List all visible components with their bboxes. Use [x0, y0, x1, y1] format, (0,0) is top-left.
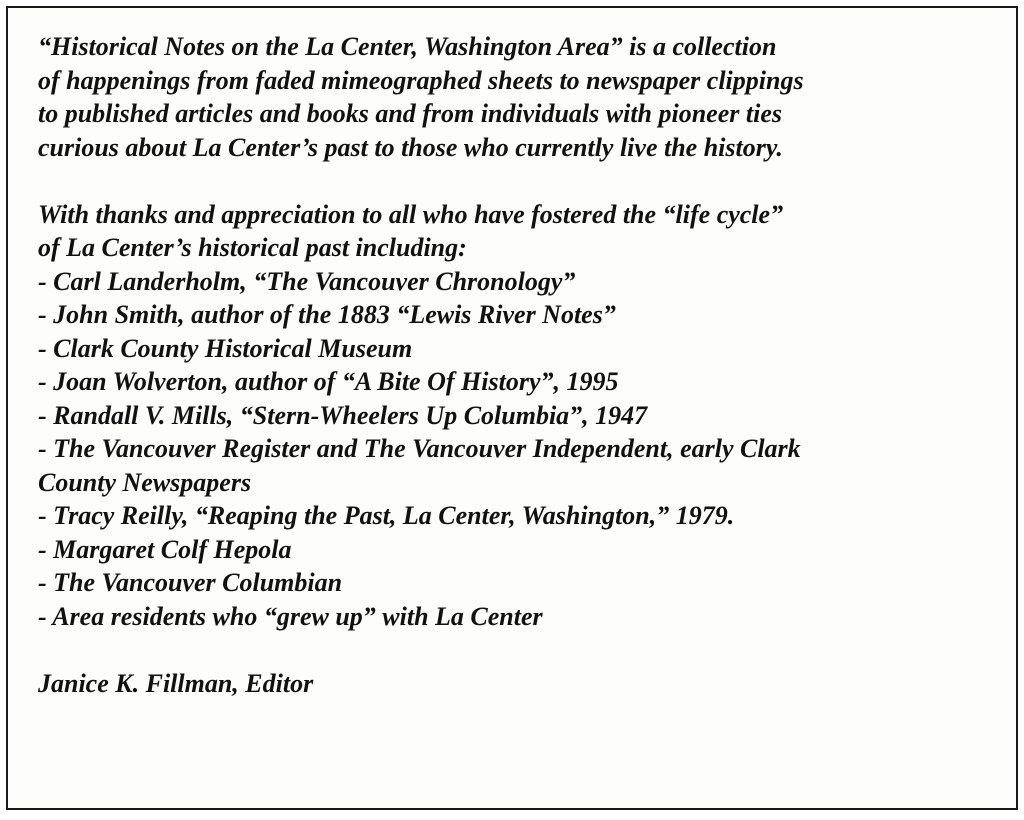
paragraph-gap: [38, 164, 998, 198]
credit-item: - The Vancouver Register and The Vancouver Independent, early Clark: [38, 434, 801, 463]
intro-paragraph: [38, 30, 998, 164]
credit-item: - Area residents who “grew up” with La Center: [38, 601, 543, 631]
credit-item: - Randall V. Mills, “Stern-Wheelers Up Columbia”, 1947: [38, 400, 648, 430]
credit-item: - Margaret Colf Hepola: [38, 534, 292, 564]
intro-line: to published articles and books and from individuals with pioneer ties: [38, 99, 782, 128]
bordered-text-box: [6, 6, 1018, 810]
thanks-line: of La Center’s historical past including:: [38, 233, 467, 262]
credit-item: - Joan Wolverton, author of “A Bite Of History”, 1995: [38, 367, 619, 396]
credit-item: - The Vancouver Columbian: [38, 568, 343, 597]
credit-item: - John Smith, author of the 1883 “Lewis River Notes”: [38, 300, 616, 329]
credit-item: - Clark County Historical Museum: [38, 333, 413, 363]
paragraph-gap: [38, 633, 998, 667]
credits-list: [38, 265, 998, 634]
intro-line: curious about La Center’s past to those who currently live the history.: [38, 132, 783, 162]
credit-item: - Carl Landerholm, “The Vancouver Chronology”: [38, 266, 576, 296]
intro-line: of happenings from faded mimeographed sheets to newspaper clippings: [38, 65, 804, 95]
text-block: [38, 30, 998, 700]
thanks-paragraph: [38, 198, 998, 265]
credit-item-continuation: County Newspapers: [38, 467, 252, 497]
editor-signature: Janice K. Fillman, Editor: [38, 668, 314, 698]
intro-line: “Historical Notes on the La Center, Washington Area” is a collection: [38, 32, 777, 61]
credit-item: - Tracy Reilly, “Reaping the Past, La Center, Washington,” 1979.: [38, 501, 735, 530]
thanks-line: With thanks and appreciation to all who have fostered the “life cycle”: [38, 199, 784, 229]
